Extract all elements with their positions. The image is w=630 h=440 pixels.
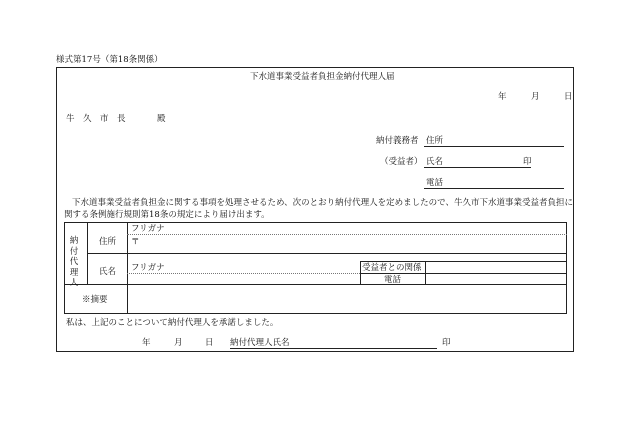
remarks-label: ※摘要 [82,295,108,305]
postal-mark: 〒 [131,237,140,247]
table-divider [360,261,361,284]
signature-day-label: 日 [205,338,214,348]
table-divider [360,261,567,262]
relation-label: 受益者との関係 [362,263,422,273]
name-furigana-label: フリガナ [131,263,165,273]
signature-year-label: 年 [142,338,151,348]
honorific: 殿 [157,114,166,124]
obligor-name-label: 氏名 [426,157,444,167]
agent-signature-line[interactable] [230,348,437,349]
agent-address-label: 住所 [99,237,117,247]
agent-signature-label: 納付代理人氏名 [230,338,290,348]
remarks-field[interactable] [130,287,565,312]
table-divider [87,253,567,254]
table-divider [127,222,128,314]
relation-field[interactable] [427,263,565,272]
address-furigana-label: フリガナ [131,224,165,234]
table-divider [425,261,426,284]
agent-phone-label: 電話 [384,275,402,285]
beneficiary-label: （受益者） [380,157,423,167]
obligor-address-label: 住所 [426,136,444,146]
furigana-divider [127,234,567,235]
obligor-phone-label: 電話 [426,178,444,188]
obligor-label: 納付義務者 [376,136,419,146]
agent-name-field[interactable] [131,275,357,283]
agent-address-field[interactable] [131,246,565,252]
agent-vertical-label: 納付代理人 [69,236,79,288]
agent-seal: 印 [442,338,451,348]
form-title: 下水道事業受益者負担金納付代理人届 [250,72,395,82]
obligor-phone-line[interactable] [424,188,564,189]
obligor-seal: 印 [523,157,532,167]
table-divider [64,284,567,285]
table-divider [360,273,567,274]
body-text: 下水道事業受益者負担金に関する事項を処理させるため、次のとおり納付代理人を定めましたので、牛久市下水道事業受益者負担に関する条例施行規則第18条の規定により届け出ます。 [64,198,573,220]
date-day-label: 日 [564,92,573,102]
obligor-name-line[interactable] [424,167,531,168]
agent-name-label: 氏名 [99,267,117,277]
addressee: 牛 久 市 長 [66,114,126,124]
consent-text: 私は、上記のことについて納付代理人を承諾しました。 [66,318,279,328]
obligor-address-line[interactable] [424,146,564,147]
form-number: 様式第17号（第18条関係） [56,55,163,65]
date-month-label: 月 [531,92,540,102]
agent-phone-field[interactable] [427,275,565,283]
date-year-label: 年 [498,92,507,102]
signature-month-label: 月 [174,338,183,348]
furigana-divider [127,273,360,274]
